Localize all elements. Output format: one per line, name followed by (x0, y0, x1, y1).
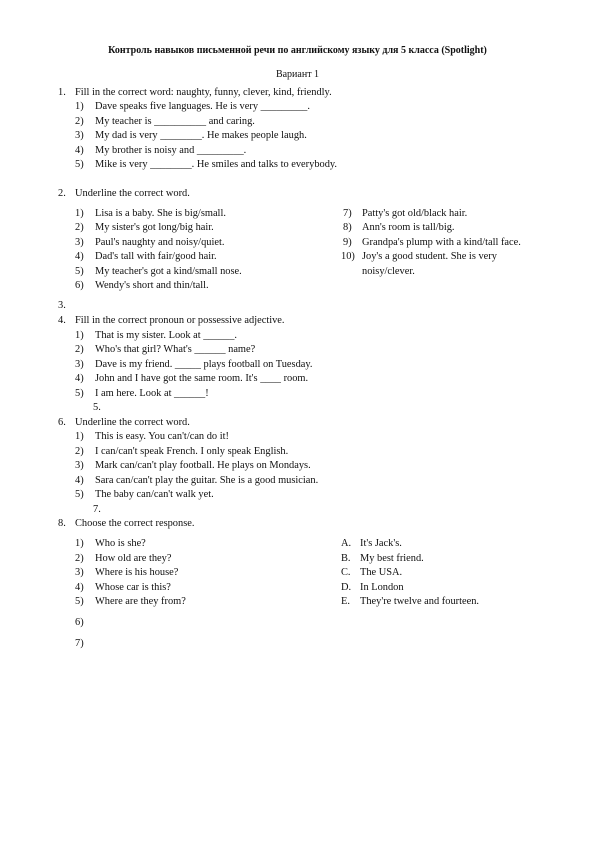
answer-text: The USA. (360, 567, 403, 578)
item-text: Patty's got old/black hair. (362, 208, 468, 219)
task4-number: 4. (58, 315, 66, 326)
answer-letter: C. (341, 567, 351, 578)
item-number: 3) (75, 567, 84, 578)
answer-letter: D. (341, 582, 352, 593)
item-text: My teacher's got a kind/small nose. (95, 266, 242, 277)
item-text: Dad's tall with fair/good hair. (95, 251, 217, 262)
item-text: John and I have got the same room. It's ____ room. (95, 373, 309, 384)
item-text: Who is she? (95, 538, 146, 549)
item-number: 10) (341, 251, 355, 262)
item-text: That is my sister. Look at ______. (95, 330, 237, 341)
task8-heading: Choose the correct response. (75, 518, 195, 529)
item-text: I can/can't speak French. I only speak English. (95, 446, 289, 457)
item-number: 4) (75, 582, 84, 593)
item-number: 7) (75, 638, 84, 649)
item-number: 2) (75, 116, 84, 127)
item-number: 2) (75, 553, 84, 564)
item-text: My brother is noisy and _________. (95, 145, 247, 156)
item-text: My dad is very ________. He makes people laugh. (95, 130, 307, 141)
item-text: My teacher is __________ and caring. (95, 116, 255, 127)
item-text: How old are they? (95, 553, 172, 564)
item-number: 2) (75, 344, 84, 355)
trailing-number: 7. (93, 504, 101, 515)
item-number: 4) (75, 145, 84, 156)
item-number: 5) (75, 489, 84, 500)
item-text: My sister's got long/big hair. (95, 222, 214, 233)
item-number: 3) (75, 359, 84, 370)
item-number: 6) (75, 280, 84, 291)
task6-number: 6. (58, 417, 66, 428)
item-text: I am here. Look at ______! (95, 388, 209, 399)
item-number: 7) (343, 208, 352, 219)
task2-number: 2. (58, 188, 66, 199)
trailing-number: 5. (93, 402, 101, 413)
answer-letter: E. (341, 596, 350, 607)
item-number: 5) (75, 388, 84, 399)
answer-letter: A. (341, 538, 352, 549)
item-text: This is easy. You can't/can do it! (95, 431, 229, 442)
answer-letter: B. (341, 553, 351, 564)
item-number: 5) (75, 159, 84, 170)
variant-label: Вариант 1 (275, 69, 320, 80)
item-number: 3) (75, 130, 84, 141)
task2-heading: Underline the correct word. (75, 188, 190, 199)
item-text: The baby can/can't walk yet. (95, 489, 214, 500)
item-number: 1) (75, 101, 84, 112)
item-number: 2) (75, 446, 84, 457)
answer-text: They're twelve and fourteen. (360, 596, 480, 607)
answer-text: In London (360, 582, 404, 593)
item-text: Dave speaks five languages. He is very _________. (95, 101, 310, 112)
task6-heading: Underline the correct word. (75, 417, 190, 428)
item-text: Wendy's short and thin/tall. (95, 280, 209, 291)
task8-number: 8. (58, 518, 66, 529)
item-text: Where is his house? (95, 567, 179, 578)
item-text: Where are they from? (95, 596, 186, 607)
item-number: 4) (75, 475, 84, 486)
item-text: Whose car is this? (95, 582, 171, 593)
answer-text: My best friend. (360, 553, 424, 564)
item-number: 2) (75, 222, 84, 233)
item-number: 1) (75, 208, 84, 219)
item-text: Sara can/can't play the guitar. She is a good musician. (95, 475, 319, 486)
item-number: 3) (75, 237, 84, 248)
item-number: 1) (75, 431, 84, 442)
item-text: Who's that girl? What's ______ name? (95, 344, 256, 355)
item-text: Ann's room is tall/big. (362, 222, 455, 233)
task4-heading: Fill in the correct pronoun or possessive adjective. (75, 315, 285, 326)
item-text: Paul's naughty and noisy/quiet. (95, 237, 225, 248)
item-number: 1) (75, 538, 84, 549)
task3-number: 3. (58, 300, 66, 311)
task1-number: 1. (58, 87, 66, 98)
item-text: Grandpa's plump with a kind/tall face. (362, 237, 521, 248)
item-text: noisy/clever. (362, 266, 415, 277)
item-number: 4) (75, 373, 84, 384)
item-number: 3) (75, 460, 84, 471)
item-number: 8) (343, 222, 352, 233)
item-number: 9) (343, 237, 352, 248)
item-number: 4) (75, 251, 84, 262)
item-number: 5) (75, 596, 84, 607)
item-number: 5) (75, 266, 84, 277)
item-text: Dave is my friend. _____ plays football on Tuesday. (95, 359, 313, 370)
item-text: Joy's a good student. She is very (362, 251, 497, 262)
item-text: Mike is very ________. He smiles and talks to everybody. (95, 159, 338, 170)
item-number: 1) (75, 330, 84, 341)
item-text: Mark can/can't play football. He plays on Mondays. (95, 460, 311, 471)
item-number: 6) (75, 617, 84, 628)
item-text: Lisa is a baby. She is big/small. (95, 208, 226, 219)
task1-heading: Fill in the correct word: naughty, funny, clever, kind, friendly. (75, 87, 332, 98)
answer-text: It's Jack's. (360, 538, 402, 549)
page-title: Контроль навыков письменной речи по английскому языку для 5 класса (Spotlight) (108, 45, 487, 56)
